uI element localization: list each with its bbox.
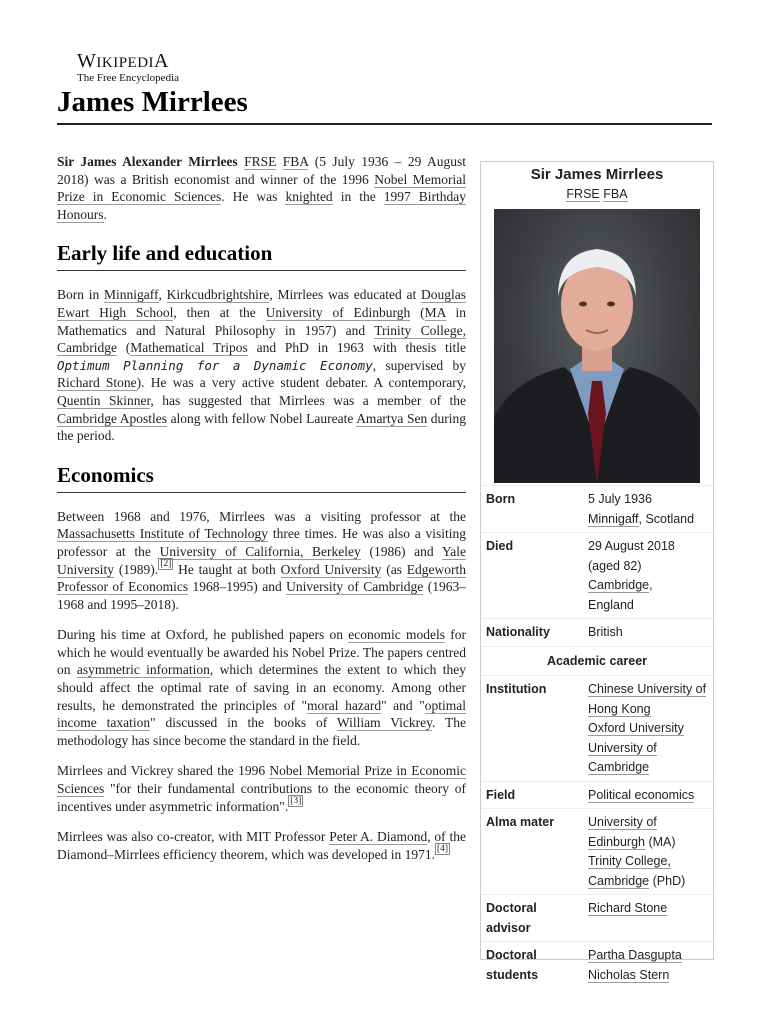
infobox-link-university-cambridge[interactable]: University of Cambridge bbox=[588, 740, 657, 774]
economics-paragraph-2: During his time at Oxford, he published papers on economic models for which he would eventually be awarded his Nobel Prize. The papers centred on asymmetric information, which determines the extent to which they should affect the optimal rate of saving in an economy. Among other results, he demonstrated the principles of "moral hazard" and "optimal income taxation" discussed in the books of William Vickrey. The methodology has since become the standard in the field. bbox=[57, 627, 467, 748]
infobox-link-fba[interactable]: FBA bbox=[603, 187, 628, 201]
intro-paragraph: Sir James Alexander Mirrlees FRSE FBA (5 July 1936 – 29 August 2018) was a British economist and winner of the 1996 Nobel Memorial Prize in Economic Sciences. He was knighted in the 1997 Birthday Honours. bbox=[57, 154, 467, 222]
link-mit[interactable]: Massachusetts Institute of Technology bbox=[57, 526, 269, 542]
infobox-row-died bbox=[481, 533, 713, 619]
link-amartya-sen[interactable]: Amartya Sen bbox=[356, 410, 428, 426]
link-knighted[interactable]: knighted bbox=[285, 189, 333, 205]
infobox-label-institution: Institution bbox=[481, 676, 583, 782]
wikipedia-tagline: The Free Encyclopedia bbox=[77, 72, 180, 84]
reference-2[interactable]: [2] bbox=[160, 559, 172, 569]
infobox-link-frse[interactable]: FRSE bbox=[566, 187, 600, 201]
reference-3[interactable]: [3] bbox=[290, 796, 302, 807]
infobox-value-born: 5 July 1936 Minnigaff, Scotland bbox=[583, 486, 713, 533]
infobox-link-minnigaff[interactable]: Minnigaff bbox=[588, 511, 639, 526]
link-douglas-ewart[interactable]: Douglas Ewart High School bbox=[57, 287, 466, 320]
infobox-link-partha-dasgupta[interactable]: Partha Dasgupta bbox=[588, 948, 682, 962]
link-quentin-skinner[interactable]: Quentin Skinner bbox=[57, 392, 151, 408]
infobox-value-field bbox=[583, 781, 713, 809]
infobox-link-edinburgh[interactable]: University of Edinburgh bbox=[588, 815, 657, 849]
subject-name: Sir James Alexander Mirrlees bbox=[57, 154, 238, 169]
link-uc-berkeley[interactable]: University of California, Berkeley bbox=[159, 543, 361, 559]
link-mathematical-tripos[interactable]: Mathematical Tripos bbox=[130, 340, 248, 356]
early-life-paragraph: Born in Minnigaff, Kirkcudbrightshire, Mirrlees was educated at Douglas Ewart High School, then at the University of Edinburgh (MA in Mathematics and Natural Philosophy in 1957) and Trinity College, Cambridge (Mathematical Tripos and PhD in 1963 with thesis title Optimum Planning for a Dynamic Economy, supervised by Richard Stone). He was a very active student debater. A contemporary, Quentin Skinner, has suggested that Mirrlees was a member of the Cambridge Apostles along with fellow Nobel Laureate Amartya Sen during the period. bbox=[57, 287, 467, 444]
link-university-edinburgh[interactable]: University of Edinburgh bbox=[265, 304, 411, 320]
infobox-label-alma-mater: Alma mater bbox=[481, 809, 583, 895]
infobox-postnominals bbox=[481, 187, 713, 201]
link-yale[interactable]: Yale University bbox=[57, 543, 466, 577]
wikipedia-logo-text: WIKIPEDIA bbox=[77, 50, 169, 72]
link-university-cambridge[interactable]: University of Cambridge bbox=[286, 579, 424, 595]
infobox-label-field: Field bbox=[481, 781, 583, 809]
link-peter-diamond[interactable]: Peter A. Diamond bbox=[329, 829, 428, 845]
infobox-link-cuhk[interactable]: Chinese University of Hong Kong bbox=[588, 682, 707, 716]
economics-paragraph-4: Mirrlees was also co-creator, with MIT Professor Peter A. Diamond, of the Diamond–Mirrlees efficiency theorem, which was developed in 1971. [4] bbox=[57, 829, 466, 862]
link-frse[interactable]: FRSE bbox=[244, 154, 277, 169]
infobox-row-alma-mater bbox=[481, 809, 713, 895]
infobox-title: Sir James Mirrlees bbox=[530, 166, 664, 183]
infobox-row-doctoral-advisor bbox=[481, 895, 713, 942]
link-minnigaff[interactable]: Minnigaff bbox=[104, 287, 159, 303]
infobox-link-oxford[interactable]: Oxford University bbox=[588, 721, 684, 735]
link-moral-hazard[interactable]: moral hazard bbox=[307, 697, 382, 713]
link-fba[interactable]: FBA bbox=[282, 154, 309, 169]
infobox-label-born: Born bbox=[481, 486, 583, 533]
economics-paragraph-3: Mirrlees and Vickrey shared the 1996 Nobel Memorial Prize in Economic Sciences "for their fundamental contributions to the economic theory of incentives under asymmetric information". [3] bbox=[57, 763, 466, 814]
thesis-title: Optimum Planning for a Dynamic Economy bbox=[57, 357, 373, 373]
infobox-label-doctoral-advisor: Doctoral advisor bbox=[481, 895, 583, 942]
link-asymmetric-information[interactable]: asymmetric information bbox=[76, 662, 210, 678]
link-edgeworth-professor[interactable]: Edgeworth Professor of Economics bbox=[57, 561, 466, 595]
infobox bbox=[480, 161, 714, 982]
link-oxford[interactable]: Oxford University bbox=[280, 561, 382, 577]
infobox-link-cambridge[interactable]: Cambridge bbox=[588, 578, 650, 592]
reference-4[interactable]: [4] bbox=[437, 844, 449, 855]
infobox-row-career-header bbox=[481, 646, 713, 676]
infobox-value-institution bbox=[583, 676, 713, 782]
infobox-row-institution bbox=[481, 676, 713, 782]
portrait-illustration bbox=[494, 209, 700, 483]
infobox-row-doctoral-students bbox=[481, 942, 713, 989]
link-birthday-honours[interactable]: 1997 Birthday Honours bbox=[57, 189, 466, 222]
heading-economics: Economics bbox=[57, 460, 466, 493]
economics-paragraph-1: Between 1968 and 1976, Mirrlees was a visiting professor at the Massachusetts Institute of Technology three times. He was also a visiting professor at the University of California, Berkeley (1986) and Yale University (1989). [2] He taught at both Oxford University (as Edgeworth Professor of Economics 1968–1995) and University of Cambridge (1963–1968 and 1995–2018). bbox=[57, 508, 466, 612]
infobox-link-richard-stone[interactable]: Richard Stone bbox=[588, 901, 668, 915]
link-ma[interactable]: MA bbox=[424, 304, 446, 320]
link-cambridge-apostles[interactable]: Cambridge Apostles bbox=[57, 410, 168, 426]
infobox-row-nationality bbox=[481, 619, 713, 647]
page-title: James Mirrlees bbox=[57, 86, 248, 118]
article-body bbox=[57, 145, 466, 876]
link-richard-stone[interactable]: Richard Stone bbox=[57, 375, 137, 391]
infobox-value-nationality: British bbox=[583, 619, 713, 647]
infobox-value-doctoral-students bbox=[583, 942, 713, 989]
heading-early-life: Early life and education bbox=[57, 238, 466, 271]
title-divider bbox=[57, 123, 712, 125]
link-kirkcudbrightshire[interactable]: Kirkcudbrightshire bbox=[166, 287, 270, 303]
infobox-link-nicholas-stern[interactable]: Nicholas Stern bbox=[588, 967, 670, 982]
infobox-value-doctoral-advisor bbox=[583, 895, 713, 942]
portrait-photo[interactable] bbox=[494, 209, 700, 483]
infobox-row-field bbox=[481, 781, 713, 809]
link-economic-models[interactable]: economic models bbox=[348, 627, 445, 643]
wikipedia-wordmark[interactable] bbox=[77, 50, 179, 84]
infobox-link-political-economics[interactable]: Political economics bbox=[588, 787, 695, 802]
infobox-label-doctoral-students: Doctoral students bbox=[481, 942, 583, 989]
link-trinity-college[interactable]: Trinity College, Cambridge bbox=[57, 322, 466, 356]
infobox-table bbox=[481, 485, 713, 988]
link-optimal-income-taxation[interactable]: optimal income taxation bbox=[57, 697, 467, 731]
infobox-label-died: Died bbox=[481, 533, 583, 619]
link-william-vickrey[interactable]: William Vickrey bbox=[336, 715, 432, 731]
infobox-value-died: 29 August 2018 (aged 82) Cambridge, England bbox=[583, 533, 713, 619]
infobox-value-alma-mater: University of Edinburgh (MA) Trinity College, Cambridge (PhD) bbox=[583, 809, 713, 895]
infobox-row-born bbox=[481, 486, 713, 533]
infobox-label-nationality: Nationality bbox=[481, 619, 583, 647]
link-nobel-memorial-prize[interactable]: Nobel Memorial Prize in Economic Sciences bbox=[57, 763, 466, 797]
infobox-header-academic-career: Academic career bbox=[481, 646, 713, 676]
infobox-link-trinity-college[interactable]: Trinity College, Cambridge bbox=[588, 854, 671, 888]
link-nobel-prize[interactable]: Nobel Memorial Prize in Economic Sciences bbox=[57, 171, 466, 205]
